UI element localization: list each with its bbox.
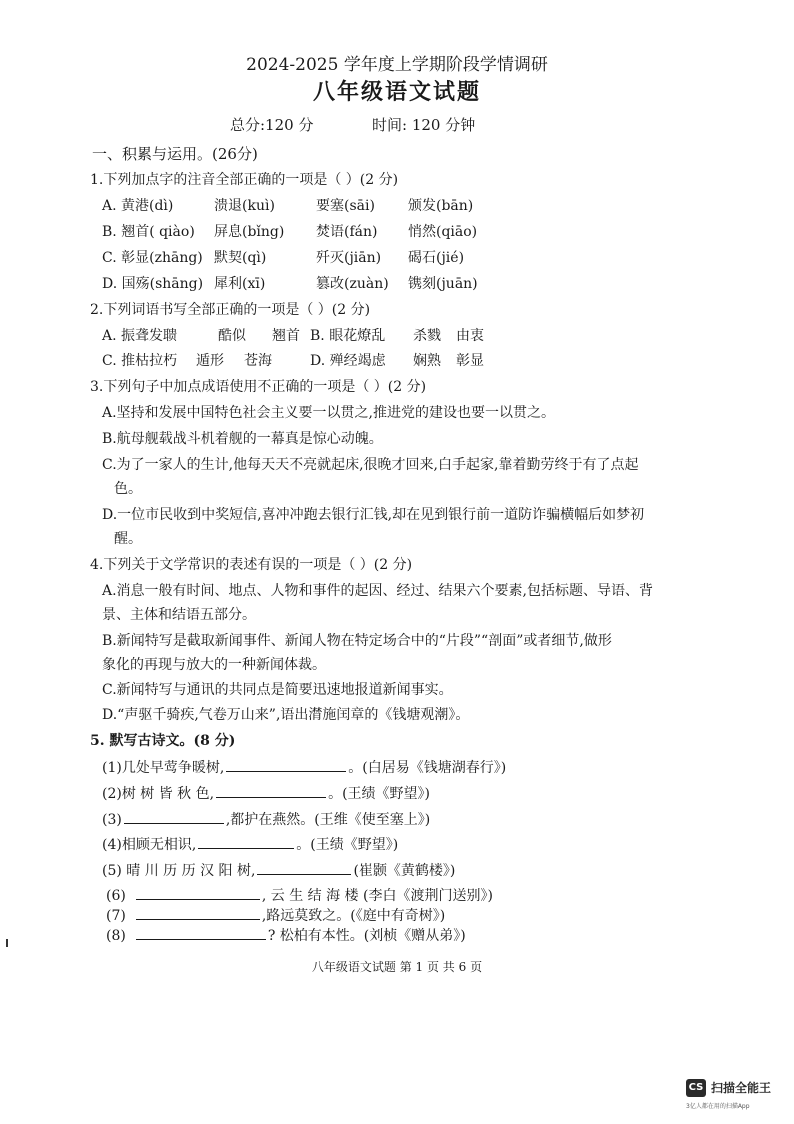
q3-option-c-cont: 色。 — [114, 481, 142, 497]
q1-option-c-3: 歼灭(jiān) — [316, 250, 382, 266]
q2-option-c-2: 遁形 — [196, 353, 224, 369]
q2-option-c-3: 苍海 — [244, 353, 272, 369]
q5-line-3-source: ,都护在燕然。(王维《使至塞上》) — [225, 812, 431, 828]
camscanner-logo-icon: CS — [686, 1079, 706, 1097]
exam-subtitle: 八年级语文试题 — [312, 79, 481, 105]
q5-line-8-source: ? 松柏有本性。(刘桢《赠从弟》) — [267, 928, 466, 944]
q1-option-a-1: A. 黄港(dì) — [102, 198, 174, 214]
q1-option-d-1: D. 国殇(shāng) — [102, 276, 204, 292]
q5-line-2-source: 。(王绩《野望》) — [328, 786, 431, 802]
answer-blank-1[interactable] — [226, 757, 346, 772]
q5-line-6 — [106, 885, 493, 905]
q1-option-a-2: 溃退(kuì) — [214, 198, 275, 214]
q5-line-3-prompt: (3) — [102, 812, 122, 828]
q2-option-d-3: 彰显 — [456, 353, 484, 369]
section-title: 一、积累与运用。(26分) — [92, 145, 258, 163]
q5-line-4 — [102, 834, 398, 854]
q5-line-5-prompt: (5) 晴 川 历 历 汉 阳 树, — [102, 863, 256, 879]
q4-option-c: C.新闻特写与通讯的共同点是简要迅速地报道新闻事实。 — [102, 682, 453, 698]
q4-option-b-cont: 象化的再现与放大的一种新闻体裁。 — [102, 657, 326, 673]
q3-option-d-cont: 醒。 — [114, 531, 142, 547]
q2-option-a-3: 翘首 — [272, 328, 300, 344]
q3-option-b: B.航母舰载战斗机着舰的一幕真是惊心动魄。 — [102, 431, 383, 447]
q1-option-c-2: 默契(qì) — [214, 250, 267, 266]
q5-line-1-source: 。(白居易《钱塘湖春行》) — [348, 760, 507, 776]
q1-option-d-2: 犀利(xī) — [214, 276, 266, 292]
q5-line-4-prompt: (4)相顾无相识, — [102, 837, 197, 853]
exam-time: 时间: 120 分钟 — [372, 116, 476, 134]
q1-option-c-4: 碣石(jié) — [408, 250, 465, 266]
q5-line-1-prompt: (1)几处早莺争暖树, — [102, 760, 225, 776]
q2-option-d-2: 娴熟 — [413, 353, 441, 369]
q2-option-a-1: A. 振聋发聩 — [102, 328, 178, 344]
q5-line-8 — [106, 925, 466, 945]
q3-option-a: A.坚持和发展中国特色社会主义要一以贯之,推进党的建设也要一以贯之。 — [102, 405, 556, 421]
q2-option-b-2: 杀戮 — [413, 328, 441, 344]
page-footer: 八年级语文试题 第 1 页 共 6 页 — [311, 960, 483, 974]
q5-line-4-source: 。(王绩《野望》) — [296, 837, 399, 853]
q2-option-a-2: 酷似 — [218, 328, 246, 344]
q5-line-7-prompt: (7) — [106, 908, 126, 924]
q5-line-2-prompt: (2)树 树 皆 秋 色, — [102, 786, 215, 802]
q5-line-6-source: , 云 生 结 海 楼 (李白《渡荆门送别》) — [261, 888, 493, 904]
q4-option-a-cont: 景、主体和结语五部分。 — [102, 607, 256, 623]
q2-option-d-1: D. 殚经竭虑 — [310, 353, 386, 369]
q1-option-a-4: 颁发(bān) — [408, 198, 474, 214]
q1-option-b-4: 悄然(qiāo) — [408, 224, 478, 240]
q1-option-d-3: 篡改(zuàn) — [316, 276, 389, 292]
q3-option-c: C.为了一家人的生计,他每天天不亮就起床,很晚才回来,白手起家,靠着勤劳终于有了点起 — [102, 457, 639, 473]
question-1-stem: 1.下列加点字的注音全部正确的一项是（ ）(2 分) — [90, 172, 399, 188]
answer-blank-4[interactable] — [198, 834, 294, 849]
question-2-stem: 2.下列词语书写全部正确的一项是（ ）(2 分) — [90, 302, 371, 318]
q1-option-d-4: 镌刻(juān) — [408, 276, 478, 292]
question-5-stem: 5. 默写古诗文。(8 分) — [90, 733, 236, 749]
q2-option-b-3: 由衷 — [456, 328, 484, 344]
watermark-tagline: 3亿人都在用的扫描App — [686, 1103, 750, 1110]
total-score: 总分:120 分 — [230, 116, 314, 134]
q5-line-7-source: ,路远莫致之。(《庭中有奇树》) — [261, 908, 446, 924]
answer-blank-3[interactable] — [124, 809, 224, 824]
exam-title: 2024-2025 学年度上学期阶段学情调研 — [246, 55, 548, 75]
q4-option-d: D.“声驱千骑疾,气卷万山来”,语出潸施闰章的《钱塘观潮》。 — [102, 707, 470, 723]
q5-line-3 — [102, 809, 430, 829]
q3-option-d: D.一位市民收到中奖短信,喜冲冲跑去银行汇钱,却在见到银行前一道防诈骗横幅后如梦初 — [102, 507, 645, 523]
q1-option-b-3: 焚语(fán) — [316, 224, 378, 240]
q5-line-7 — [106, 905, 445, 925]
watermark-app-name: 扫描全能王 — [711, 1081, 772, 1095]
q2-option-b-1: B. 眼花燎乱 — [310, 328, 386, 344]
answer-blank-5[interactable] — [257, 860, 351, 875]
q5-line-2 — [102, 783, 430, 803]
answer-blank-8[interactable] — [136, 925, 266, 940]
q1-option-b-2: 屏息(bǐng) — [214, 224, 285, 240]
q4-option-b: B.新闻特写是截取新闻事件、新闻人物在特定场合中的“片段”“剖面”或者细节,做形 — [102, 633, 612, 649]
question-3-stem: 3.下列句子中加点成语使用不正确的一项是（ ）(2 分) — [90, 379, 427, 395]
q5-line-5-source: (崔颢《黄鹤楼》) — [353, 863, 456, 879]
question-4-stem: 4.下列关于文学常识的表述有误的一项是（ ）(2 分) — [90, 557, 413, 573]
q5-line-1 — [102, 757, 506, 777]
scan-mark — [6, 939, 8, 947]
q4-option-a: A.消息一般有时间、地点、人物和事件的起因、经过、结果六个要素,包括标题、导语、背 — [102, 583, 654, 599]
answer-blank-2[interactable] — [216, 783, 326, 798]
q2-option-c-1: C. 推枯拉朽 — [102, 353, 178, 369]
q5-line-5 — [102, 860, 455, 880]
q1-option-a-3: 要塞(sāi) — [316, 198, 375, 214]
q5-line-6-prompt: (6) — [106, 888, 126, 904]
answer-blank-7[interactable] — [136, 905, 260, 920]
q1-option-b-1: B. 翘首( qiào) — [102, 224, 195, 240]
q1-option-c-1: C. 彰显(zhāng) — [102, 250, 203, 266]
q5-line-8-prompt: (8) — [106, 928, 126, 944]
answer-blank-6[interactable] — [136, 885, 260, 900]
